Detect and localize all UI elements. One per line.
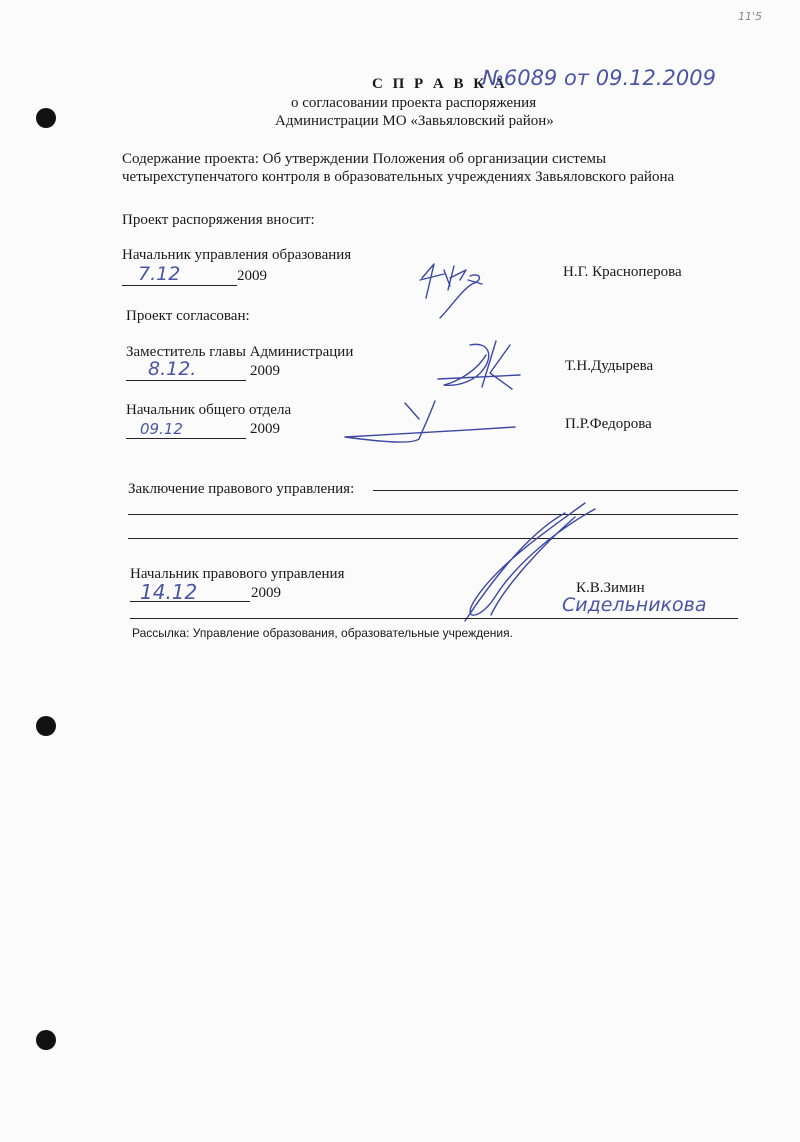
signatory-year: 2009	[250, 421, 280, 437]
signatory-year: 2009	[250, 363, 280, 379]
handwritten-date: 7.12	[138, 263, 181, 285]
registration-number: №6089 от 09.12.2009	[482, 66, 716, 90]
signatory-name: П.Р.Федорова	[565, 416, 652, 432]
conclusion-line	[128, 538, 738, 539]
legal-head-name: К.В.Зимин	[576, 580, 645, 596]
approved-label: Проект согласован:	[126, 308, 250, 324]
date-line	[122, 285, 237, 286]
signature	[410, 250, 520, 325]
signatory-name: Н.Г. Красноперова	[563, 264, 682, 280]
signatory-position: Начальник общего отдела	[126, 402, 292, 418]
signatory-position: Начальник управления образования	[122, 247, 352, 263]
handwritten-date: 8.12.	[148, 358, 197, 380]
content-line-2: четырехступенчатого контроля в образовательных учреждениях Завьяловского района	[122, 169, 675, 185]
document-title: С П Р А В К А	[372, 76, 508, 92]
date-line	[126, 438, 246, 439]
legal-year: 2009	[251, 585, 281, 601]
subtitle-line-1: о согласовании проекта распоряжения	[291, 95, 537, 111]
submitted-by-label: Проект распоряжения вносит:	[122, 212, 315, 228]
conclusion-line	[373, 490, 738, 491]
substitute-signature: Сидельникова	[562, 594, 707, 616]
conclusion-line	[128, 514, 738, 515]
signatory-name: Т.Н.Дудырева	[565, 358, 654, 374]
distribution-list: Рассылка: Управление образования, образовательные учреждения.	[132, 626, 513, 640]
punch-hole	[36, 1030, 56, 1050]
subtitle-line-2: Администрации МО «Завьяловский район»	[275, 113, 554, 129]
handwritten-date: 14.12	[140, 580, 198, 604]
handwritten-date: 09.12	[140, 420, 183, 438]
date-line	[126, 380, 246, 381]
signature	[430, 335, 530, 395]
legal-head-position: Начальник правового управления	[130, 566, 345, 582]
footer-line	[130, 618, 738, 619]
legal-conclusion-label: Заключение правового управления:	[128, 481, 355, 497]
signatory-position: Заместитель главы Администрации	[126, 344, 354, 360]
content-line-1: Содержание проекта: Об утверждении Положения об организации системы	[122, 151, 607, 167]
signature	[335, 395, 525, 450]
signatory-year: 2009	[237, 268, 267, 284]
punch-hole	[36, 716, 56, 736]
punch-hole	[36, 108, 56, 128]
corner-mark: 11'5	[738, 10, 763, 23]
